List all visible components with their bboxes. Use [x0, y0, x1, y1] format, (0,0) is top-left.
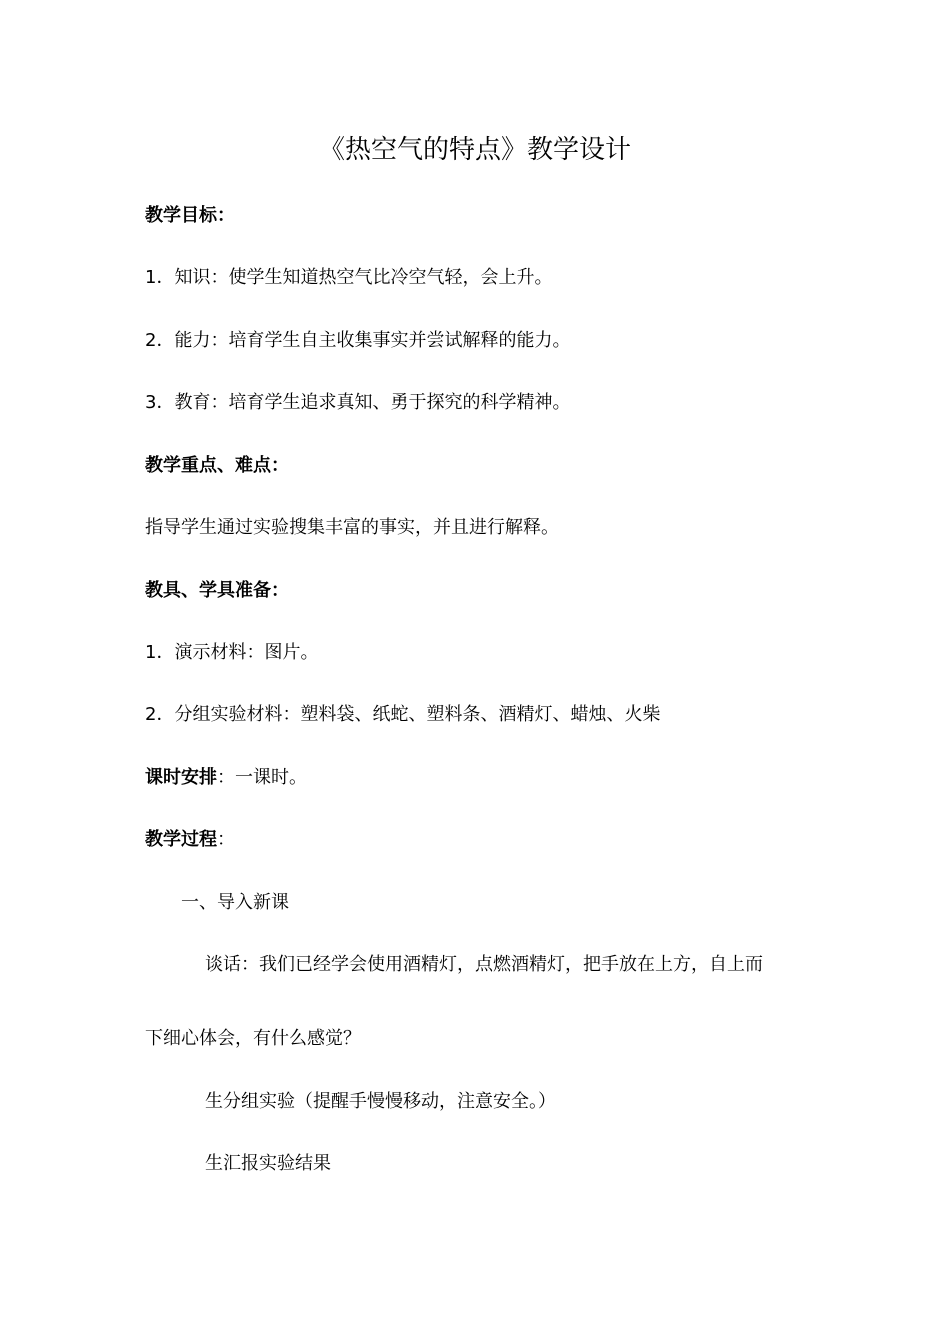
schedule-label: 课时安排	[145, 767, 217, 788]
step1-heading: 一、导入新课	[181, 892, 289, 913]
step1-paragraph-line2: 下细心体会，有什么感觉？	[145, 1028, 361, 1049]
materials-heading: 教具、学具准备：	[145, 580, 289, 601]
schedule-value: ：一课时。	[217, 767, 307, 788]
step1-paragraph-line1: 谈话：我们已经学会使用酒精灯，点燃酒精灯，把手放在上方，自上而	[205, 954, 763, 975]
materials-item-group: 2．分组实验材料：塑料袋、纸蛇、塑料条、酒精灯、蜡烛、火柴	[145, 704, 661, 725]
objective-item-ability: 2．能力：培育学生自主收集事实并尝试解释的能力。	[145, 330, 571, 351]
step1-activity: 生分组实验（提醒手慢慢移动，注意安全。）	[205, 1091, 556, 1112]
process-label: 教学过程	[145, 829, 217, 850]
objective-item-education: 3．教育：培育学生追求真知、勇于探究的科学精神。	[145, 392, 571, 413]
keypoints-heading: 教学重点、难点：	[145, 455, 289, 476]
objectives-heading: 教学目标：	[145, 205, 235, 226]
materials-item-demo: 1．演示材料：图片。	[145, 642, 319, 663]
keypoints-text: 指导学生通过实验搜集丰富的事实，并且进行解释。	[145, 517, 559, 538]
process-colon: ：	[217, 829, 235, 850]
process-line	[145, 828, 235, 852]
step1-report: 生汇报实验结果	[205, 1153, 331, 1174]
schedule-line	[145, 766, 307, 790]
document-title: 《热空气的特点》教学设计	[318, 135, 631, 165]
objective-item-knowledge: 1．知识：使学生知道热空气比冷空气轻，会上升。	[145, 267, 553, 288]
